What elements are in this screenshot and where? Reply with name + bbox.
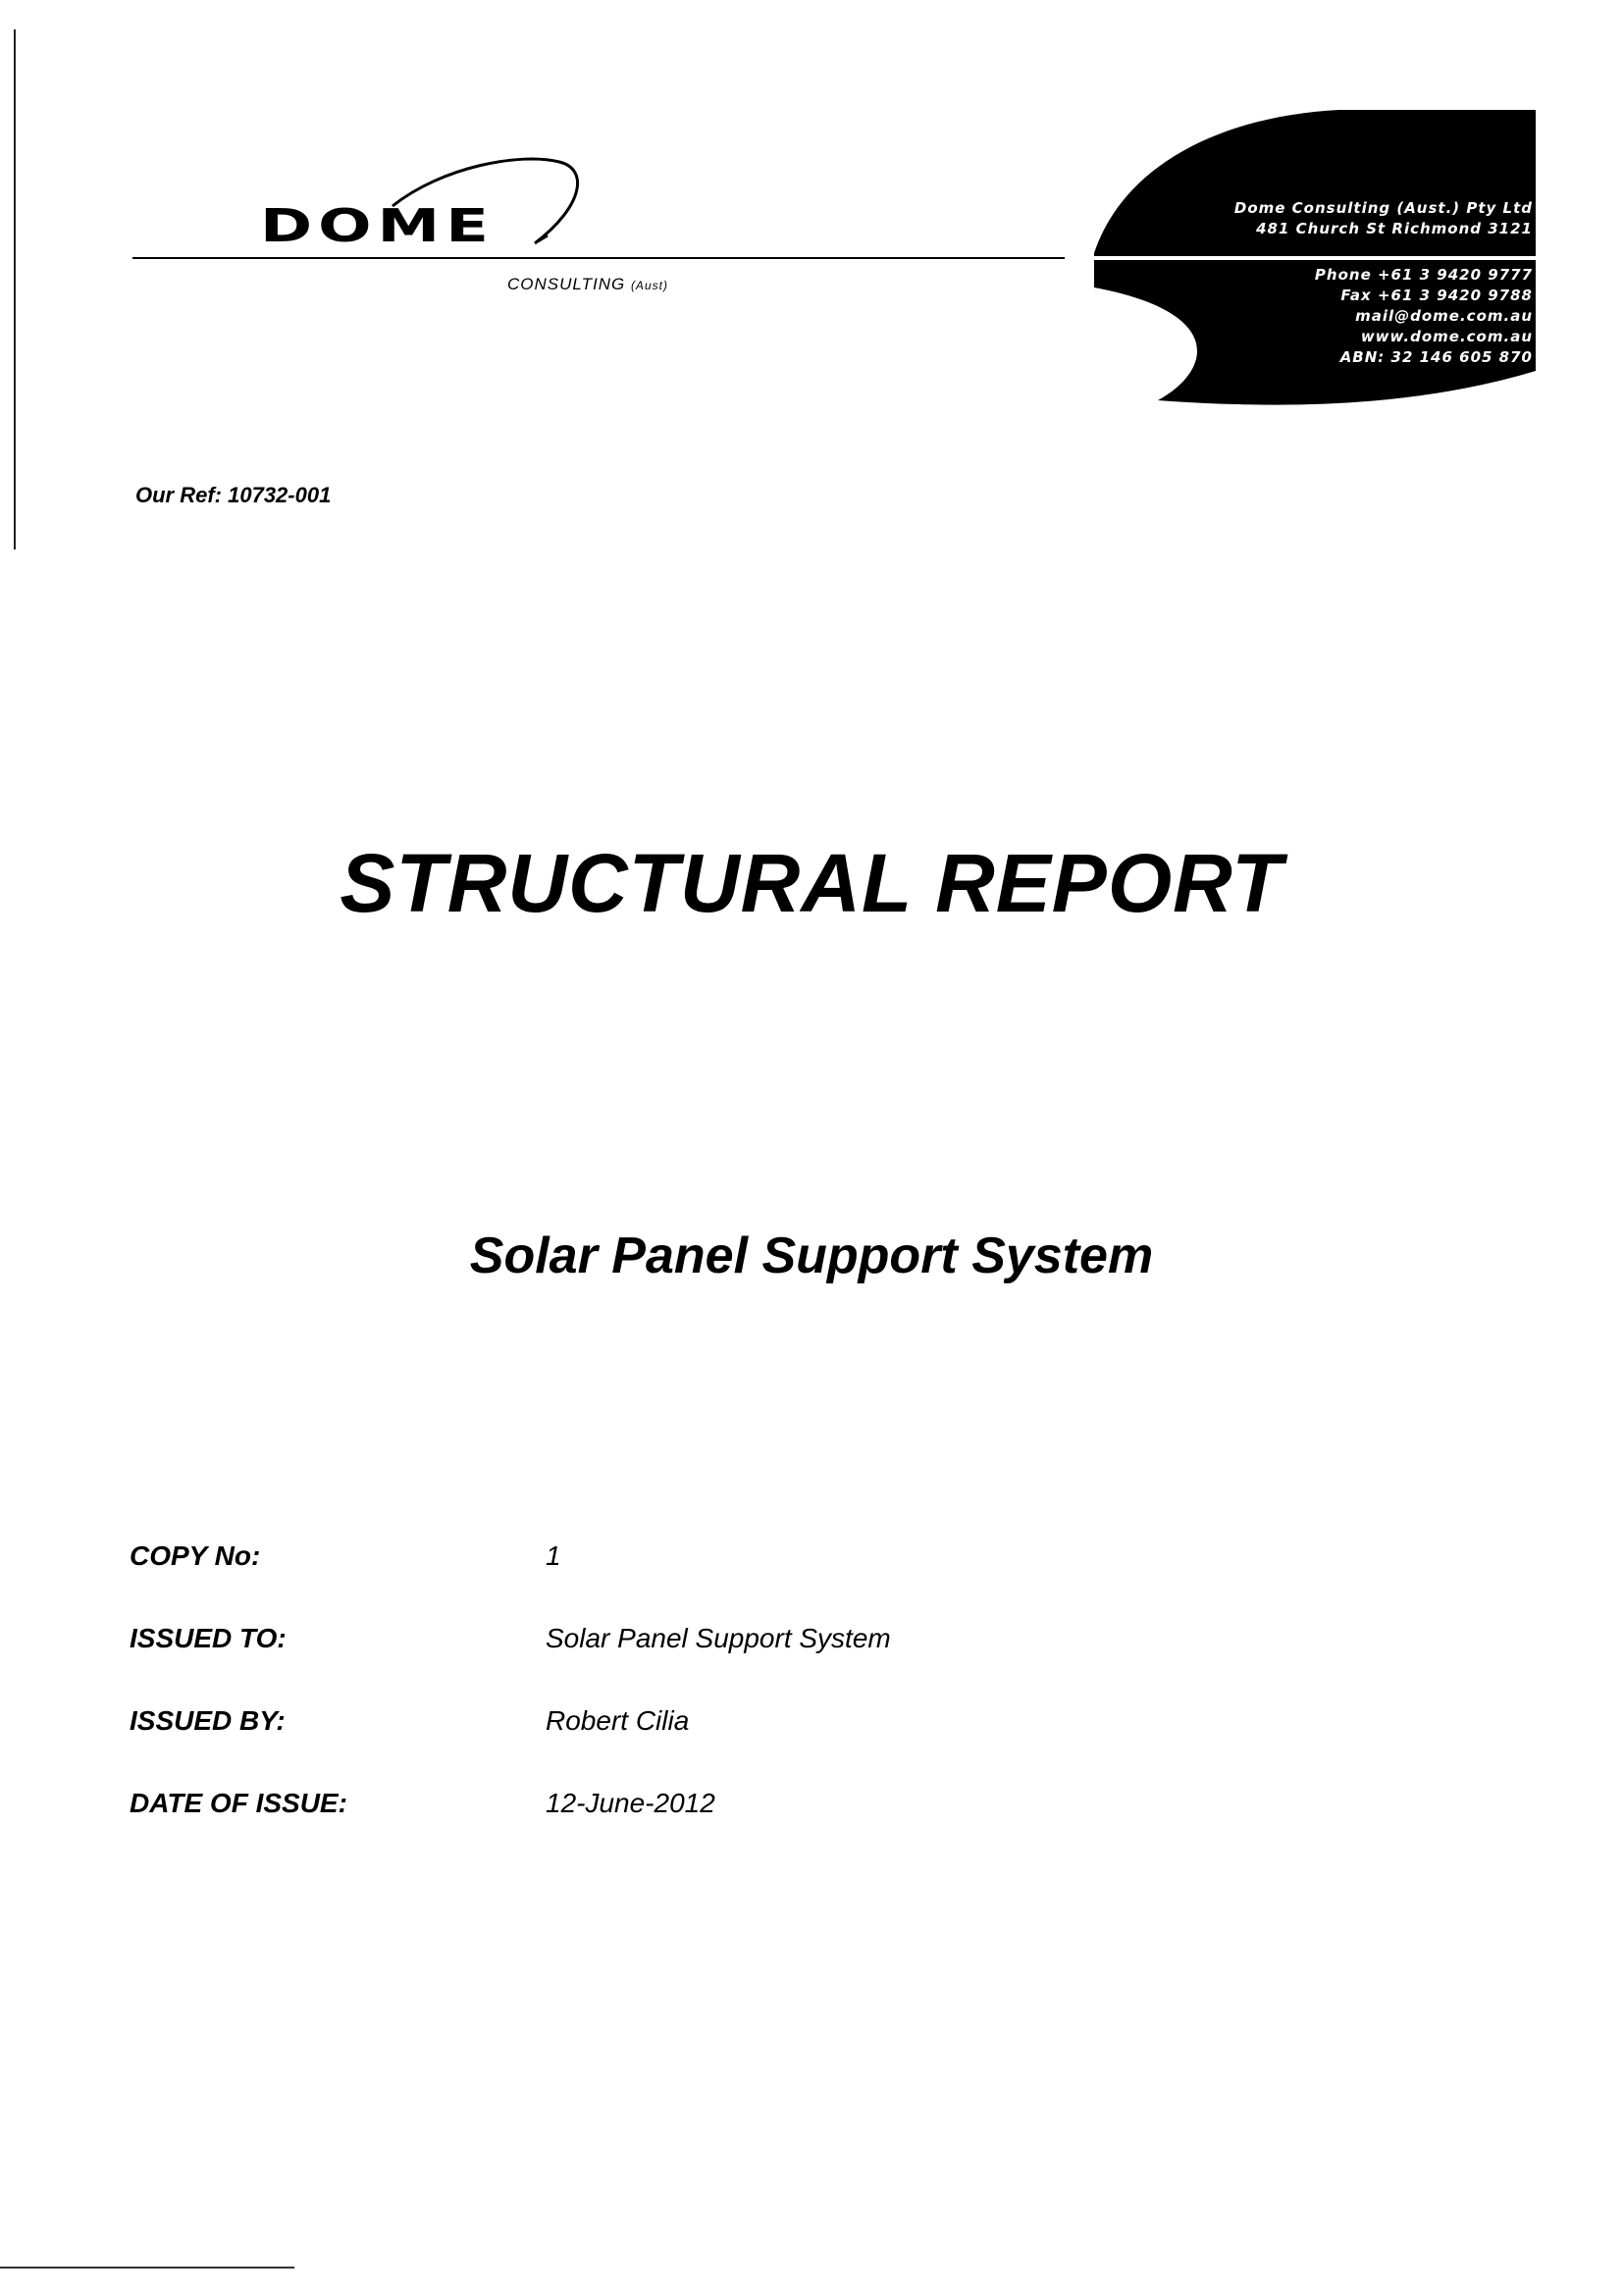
logo-wordmark: DOME	[260, 200, 495, 253]
info-value: 12-June-2012	[546, 1788, 715, 1818]
contact-panel-shape	[1065, 106, 1536, 415]
contact-company	[1234, 198, 1533, 239]
info-value: Robert Cilia	[546, 1705, 690, 1736]
header-rule	[132, 257, 1094, 259]
info-label: ISSUED BY:	[130, 1705, 286, 1736]
info-value: Solar Panel Support System	[546, 1623, 891, 1653]
info-value: 1	[546, 1540, 561, 1571]
info-label: COPY No:	[130, 1540, 261, 1571]
website: www.dome.com.au	[1360, 328, 1533, 345]
company-name: Dome Consulting (Aust.) Pty Ltd	[1233, 199, 1533, 217]
phone-number: Phone +61 3 9420 9777	[1314, 266, 1533, 284]
info-label: ISSUED TO:	[130, 1623, 287, 1653]
fax-number: Fax +61 3 9420 9788	[1340, 287, 1533, 304]
scan-bottom-line	[0, 2267, 294, 2269]
logo-subtitle-region: (Aust)	[630, 279, 668, 292]
logo-subtitle-main: CONSULTING	[507, 275, 626, 293]
company-address: 481 Church St Richmond 3121	[1256, 220, 1533, 237]
page-title: STRUCTURAL REPORT	[340, 837, 1283, 929]
email-address: mail@dome.com.au	[1355, 307, 1533, 325]
page-subtitle: Solar Panel Support System	[469, 1227, 1154, 1284]
abn: ABN: 32 146 605 870	[1339, 348, 1533, 366]
contact-details	[1315, 265, 1533, 368]
scan-margin-line	[14, 29, 16, 549]
logo-subtitle	[507, 275, 668, 294]
info-label: DATE OF ISSUE:	[130, 1788, 347, 1818]
reference-number: Our Ref: 10732-001	[135, 483, 332, 507]
